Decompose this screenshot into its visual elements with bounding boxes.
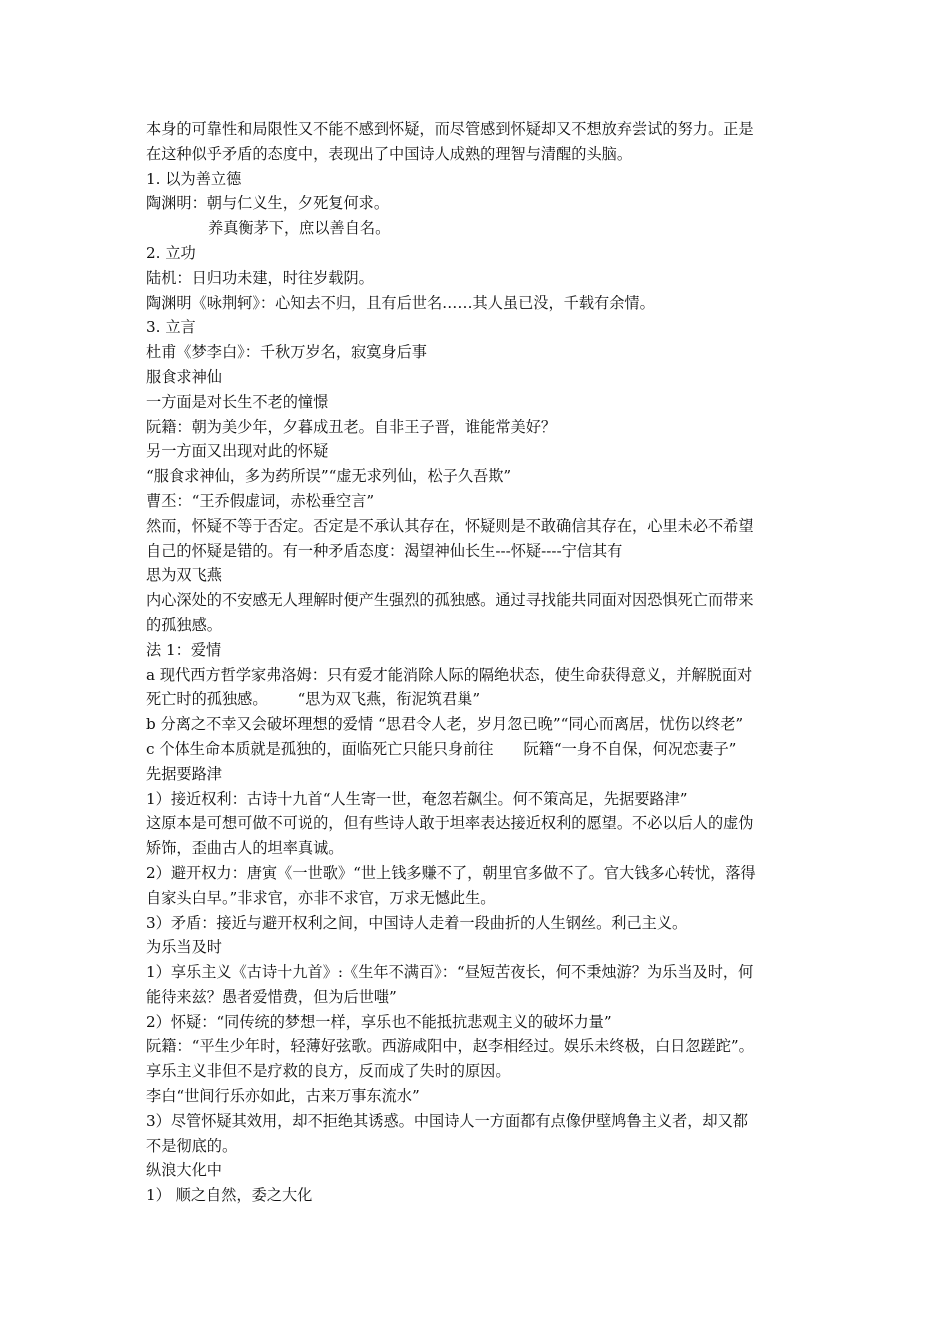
section-heading: 为乐当及时 <box>146 938 222 957</box>
text-line: 这原本是可想可做不可说的，但有些诗人敢于坦率表达接近权利的愿望。不必以后人的虚伪 <box>146 814 754 833</box>
text-line: 阮籍：朝为美少年，夕暮成丑老。自非王子晋，谁能常美好？ <box>146 417 557 436</box>
text-segment: 死亡时的孤独感。 <box>146 690 268 709</box>
numbered-heading: 3. 立言 <box>146 318 196 337</box>
text-line: 不是彻底的。 <box>146 1136 238 1155</box>
document-body <box>146 117 814 1208</box>
text-line: 法 1：爱情 <box>146 640 222 659</box>
text-line: 陶渊明：朝与仁义生，夕死复何求。 <box>146 194 389 213</box>
text-line: 阮籍：“平生少年时，轻薄好弦歌。西游咸阳中，赵李相经过。娱乐未终极，白日忽蹉跎”。 <box>146 1037 754 1056</box>
text-line: 自家头白早。”非求官，亦非不求官，万求无憾此生。 <box>146 888 496 907</box>
section-heading: 思为双飞燕 <box>146 566 222 585</box>
text-line: 1）享乐主义《古诗十九首》:《生年不满百》：“昼短苦夜长，何不秉烛游？为乐当及时，何 <box>146 963 754 982</box>
text-line: b 分离之不幸又会破坏理想的爱情 “思君令人老，岁月忽已晚”“同心而离居，忧伤以终老” <box>146 715 744 734</box>
text-line <box>146 737 814 762</box>
text-segment: “思为双飞燕，衔泥筑君巢” <box>297 690 481 709</box>
text-line: 3）尽管怀疑其效用，却不拒绝其诱惑。中国诗人一方面都有点像伊壁鸠鲁主义者，却又都 <box>146 1111 748 1130</box>
text-line: 的孤独感。 <box>146 615 222 634</box>
text-line <box>146 687 814 712</box>
text-line: “服食求神仙，多为药所误”“虚无求列仙，松子久吾欺” <box>146 467 512 486</box>
text-line: 一方面是对长生不老的憧憬 <box>146 392 329 411</box>
text-line: a 现代西方哲学家弗洛姆：只有爱才能消除人际的隔绝状态，使生命获得意义，并解脱面对 <box>146 665 753 684</box>
text-line: 2）避开权力：唐寅《一世歌》“世上钱多赚不了，朝里官多做不了。官大钱多心转忧，落得 <box>146 863 756 882</box>
text-segment: c 个体生命本质就是孤独的，面临死亡只能只身前往 <box>146 739 494 758</box>
numbered-heading: 2. 立功 <box>146 243 196 262</box>
section-heading: 先据要路津 <box>146 764 222 783</box>
text-line: 陶渊明《咏荆轲》：心知去不归，且有后世名……其人虽已没，千载有余情。 <box>146 293 655 312</box>
text-line: 2）怀疑：“同传统的梦想一样，享乐也不能抵抗悲观主义的破坏力量” <box>146 1012 612 1031</box>
text-line: 自己的怀疑是错的。有一种矛盾态度：渴望神仙长生---怀疑----宁信其有 <box>146 541 623 560</box>
text-line: 李白“世间行乐亦如此，古来万事东流水” <box>146 1087 420 1106</box>
text-line: 杜甫《梦李白》：千秋万岁名，寂寞身后事 <box>146 343 427 362</box>
text-line: 本身的可靠性和局限性又不能不感到怀疑，而尽管感到怀疑却又不想放弃尝试的努力。正是 <box>146 120 754 138</box>
text-line: 另一方面又出现对此的怀疑 <box>146 442 329 461</box>
text-line: 陆机：日归功未建，时往岁载阴。 <box>146 268 374 287</box>
text-line: 在这种似乎矛盾的态度中，表现出了中国诗人成熟的理智与清醒的头脑。 <box>146 144 632 163</box>
text-segment: 阮籍“一身不自保，何况恋妻子” <box>523 739 737 758</box>
text-line: 曹丕：“王乔假虚词，赤松垂空言” <box>146 491 375 510</box>
text-line: 1）接近权利：古诗十九首“人生寄一世，奄忽若飙尘。何不策高足，先据要路津” <box>146 789 688 808</box>
section-heading: 纵浪大化中 <box>146 1161 222 1180</box>
text-line: 3）矛盾：接近与避开权利之间，中国诗人走着一段曲折的人生钢丝。利己主义。 <box>146 913 688 932</box>
text-line: 矫饰，歪曲古人的坦率真诚。 <box>146 839 344 858</box>
text-line: 内心深处的不安感无人理解时便产生强烈的孤独感。通过寻找能共同面对因恐惧死亡而带来 <box>146 591 754 610</box>
text-line: 1） 顺之自然，委之大化 <box>146 1186 313 1205</box>
numbered-heading: 1. 以为善立德 <box>146 169 242 188</box>
text-line: 能待来兹？愚者爱惜费，但为后世嗤” <box>146 987 397 1006</box>
text-line: 享乐主义非但不是疗救的良方，反而成了失时的原因。 <box>146 1062 511 1081</box>
section-heading: 服食求神仙 <box>146 367 222 386</box>
indented-line: 养真衡茅下，庶以善自名。 <box>208 219 391 238</box>
text-line: 然而，怀疑不等于否定。否定是不承认其存在，怀疑则是不敢确信其存在，心里未必不希望 <box>146 516 754 535</box>
